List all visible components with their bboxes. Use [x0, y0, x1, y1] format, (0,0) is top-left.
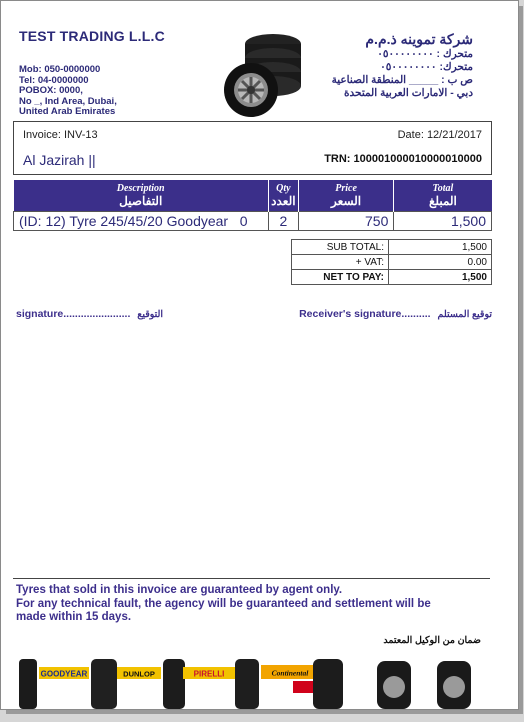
invoice-info-box — [13, 121, 492, 175]
subtotal-value: 1,500 — [389, 240, 492, 255]
arabic-line: متحرك: ٠٥٠٠٠٠٠٠٠٠ — [380, 61, 473, 73]
header-qty: Qty العدد — [268, 180, 298, 212]
header-total: Total المبلغ — [394, 180, 492, 212]
table-header-row — [14, 180, 492, 212]
tyre-stack-logo-icon — [223, 26, 305, 121]
company-contact — [19, 65, 117, 118]
invoice-date: Date: 12/21/2017 — [397, 129, 482, 141]
dunlop-label: DUNLOP — [123, 669, 155, 679]
customer-name: Al Jazirah || — [23, 152, 96, 168]
net-row — [292, 270, 492, 285]
contact-line: Tel: 04-0000000 — [19, 74, 89, 86]
dunlop-brand — [117, 659, 185, 709]
contact-line: No _, Ind Area, Dubai, — [19, 95, 117, 107]
net-value: 1,500 — [389, 270, 492, 285]
continental-label: Continental — [271, 668, 309, 678]
goodyear-label: GOODYEAR — [40, 669, 88, 679]
trn-number: TRN: 100001000010000010000 — [324, 153, 482, 165]
guarantee-line: Tyres that sold in this invoice are guaranteed by agent only. — [16, 584, 343, 596]
header-price: Price السعر — [298, 180, 394, 212]
pirelli-brand — [183, 659, 259, 709]
vat-value: 0.00 — [389, 255, 492, 270]
receiver-signature-label-ar: توقيع المستلم — [437, 309, 492, 320]
invoice-number: Invoice: INV-13 — [23, 129, 98, 141]
arabic-line: دبي - الامارات العربية المتحدة — [344, 87, 473, 99]
subtotal-row — [292, 240, 492, 255]
header-description: Description التفاصيل — [14, 180, 269, 212]
footer-divider — [13, 578, 490, 579]
company-name: TEST TRADING L.L.C — [19, 28, 165, 44]
contact-line: Mob: 050-0000000 — [19, 64, 101, 75]
company-arabic — [332, 31, 473, 100]
signature-label: signature....................... — [16, 308, 131, 320]
vat-label: + VAT: — [292, 255, 389, 270]
tyre-pair — [377, 661, 471, 709]
goodyear-brand — [19, 659, 117, 709]
contact-line: United Arab Emirates — [19, 106, 116, 117]
net-label: NET TO PAY: — [292, 270, 389, 285]
cell-price: 750 — [298, 212, 394, 231]
signature-field — [16, 308, 163, 320]
arabic-line: متحرك : ٠٥٠٠٠٠٠٠٠٠ — [377, 48, 473, 60]
totals-table — [291, 239, 492, 285]
receiver-signature-field — [299, 308, 492, 320]
table-row — [14, 212, 492, 231]
subtotal-label: SUB TOTAL: — [292, 240, 389, 255]
tyre-brands-strip — [17, 657, 497, 709]
signature-label-ar: التوقيع — [137, 309, 164, 320]
guarantee-line: made within 15 days. — [16, 611, 132, 623]
cell-description: (ID: 12) Tyre 245/45/20 Goodyear 0 — [14, 212, 269, 231]
cell-qty: 2 — [268, 212, 298, 231]
guarantee-line: For any technical fault, the agency will be guaranteed and settlement will be — [16, 597, 431, 610]
dealer-warranty-ar: ضمان من الوكيل المعتمد — [383, 635, 481, 646]
arabic-company-name: شركة تموينه ذ.م.م — [365, 31, 473, 47]
items-table — [13, 180, 492, 231]
pirelli-label: PIRELLI — [193, 669, 225, 679]
receiver-signature-label: Receiver's signature.......... — [299, 308, 431, 320]
cell-total: 1,500 — [394, 212, 492, 231]
arabic-line: ص ب : _____ المنطقة الصناعية — [331, 74, 473, 86]
guarantee-note — [16, 584, 486, 625]
continental-brand — [261, 659, 343, 709]
contact-line: POBOX: 0000, — [19, 85, 83, 96]
vat-row — [292, 255, 492, 270]
